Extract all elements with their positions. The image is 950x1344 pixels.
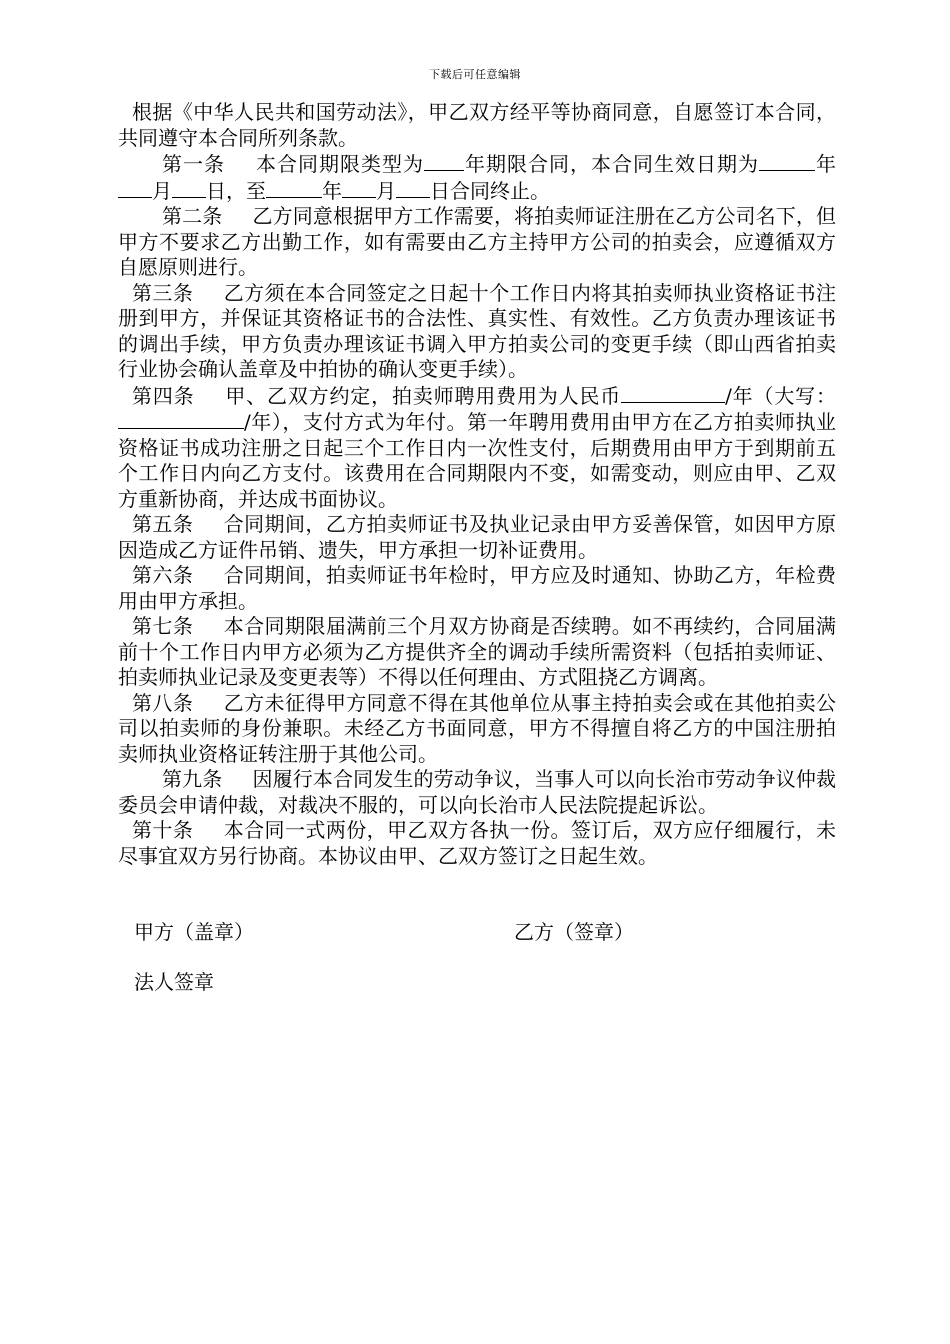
article-3-label: 第三条	[132, 280, 194, 305]
blank-start-year	[759, 151, 815, 171]
blank-fee-amount	[621, 383, 725, 403]
article-5: 第五条 合同期间，乙方拍卖师证书及执业记录由甲方妥善保管，如因甲方原因造成乙方证件吊销、遗失，甲方承担一切补证费用。	[118, 512, 837, 562]
article-3: 第三条 乙方须在本合同签定之日起十个工作日内将其拍卖师执业资格证书注册到甲方，并保证其资格证书的合法性、真实性、有效性。乙方负责办理该证书的调出手续，甲方负责办理该证书调入甲方拍卖公司的变更手续（即山西省拍卖行业协会确认盖章及中拍协的确认变更手续）。	[118, 280, 837, 381]
blank-end-year	[266, 178, 322, 198]
article-10-label: 第十条	[132, 818, 194, 842]
article-6: 第六条 合同期间，拍卖师证书年检时，甲方应及时通知、协助乙方，年检费用由甲方承担。	[118, 563, 837, 613]
blank-start-month	[118, 178, 152, 198]
article-10: 第十条 本合同一式两份，甲乙双方各执一份。签订后，双方应仔细履行，未尽事宜双方另行协商。本协议由甲、乙双方签订之日起生效。	[118, 818, 837, 868]
article-4-label: 第四条	[132, 383, 195, 408]
article-1-label: 第一条	[162, 152, 225, 176]
party-a-seal: 甲方（盖章）	[134, 920, 254, 944]
article-9: 第九条 因履行本合同发生的劳动争议，当事人可以向长治市劳动争议仲裁委员会申请仲裁，对裁决不服的，可以向长治市人民法院提起诉讼。	[118, 767, 836, 817]
blank-term-years	[424, 151, 464, 171]
article-6-label: 第六条	[132, 563, 194, 587]
blank-start-day	[172, 178, 206, 198]
article-4: 第四条 甲、乙双方约定，拍卖师聘用费用为人民币 /年（大写：/年），支付方式为年付。第一年聘用费用由甲方在乙方拍卖师执业资格证书成功注册之日起三个工作日内一次性支付，后期费用由甲方于到期前五个工作日内向乙方支付。该费用在合同期限内不变，如需变动，则应由甲、乙双方重新协商，并达成书面协议。	[118, 383, 836, 511]
party-b-seal: 乙方（签章）	[514, 920, 634, 944]
page-header: 下载后可任意编辑	[429, 68, 521, 81]
article-8-label: 第八条	[132, 690, 194, 715]
article-1: 第一条 本合同期限类型为 年期限合同，本合同生效日期为 年月 日，至 年 月 日合同终止。	[118, 151, 836, 204]
signature-row	[134, 920, 834, 945]
blank-end-month	[342, 178, 376, 198]
legal-rep-signature: 法人签章	[134, 970, 214, 994]
article-7: 第七条 本合同期限届满前三个月双方协商是否续聘。如不再续约，合同届满前十个工作日内甲方必须为乙方提供齐全的调动手续所需资料（包括拍卖师证、拍卖师执业记录及变更表等）不得以任何理由、方式阻挠乙方调离。	[118, 614, 837, 689]
article-5-label: 第五条	[132, 512, 194, 536]
intro-paragraph: 根据《中华人民共和国劳动法》，甲乙双方经平等协商同意，自愿签订本合同，共同遵守本合同所列条款。	[118, 100, 836, 150]
blank-end-day	[396, 178, 430, 198]
article-7-label: 第七条	[132, 614, 194, 638]
article-9-label: 第九条	[162, 767, 223, 791]
article-8: 第八条 乙方未征得甲方同意不得在其他单位从事主持拍卖会或在其他拍卖公司以拍卖师的身份兼职。未经乙方书面同意，甲方不得擅自将乙方的中国注册拍卖师执业资格证转注册于其他公司。	[118, 690, 837, 766]
blank-fee-uppercase	[118, 409, 244, 429]
article-2-label: 第二条	[162, 204, 223, 228]
article-2: 第二条 乙方同意根据甲方工作需要，将拍卖师证注册在乙方公司名下，但甲方不要求乙方出勤工作，如有需要由乙方主持甲方公司的拍卖会，应遵循双方自愿原则进行。	[118, 204, 836, 279]
contract-body	[118, 100, 836, 869]
